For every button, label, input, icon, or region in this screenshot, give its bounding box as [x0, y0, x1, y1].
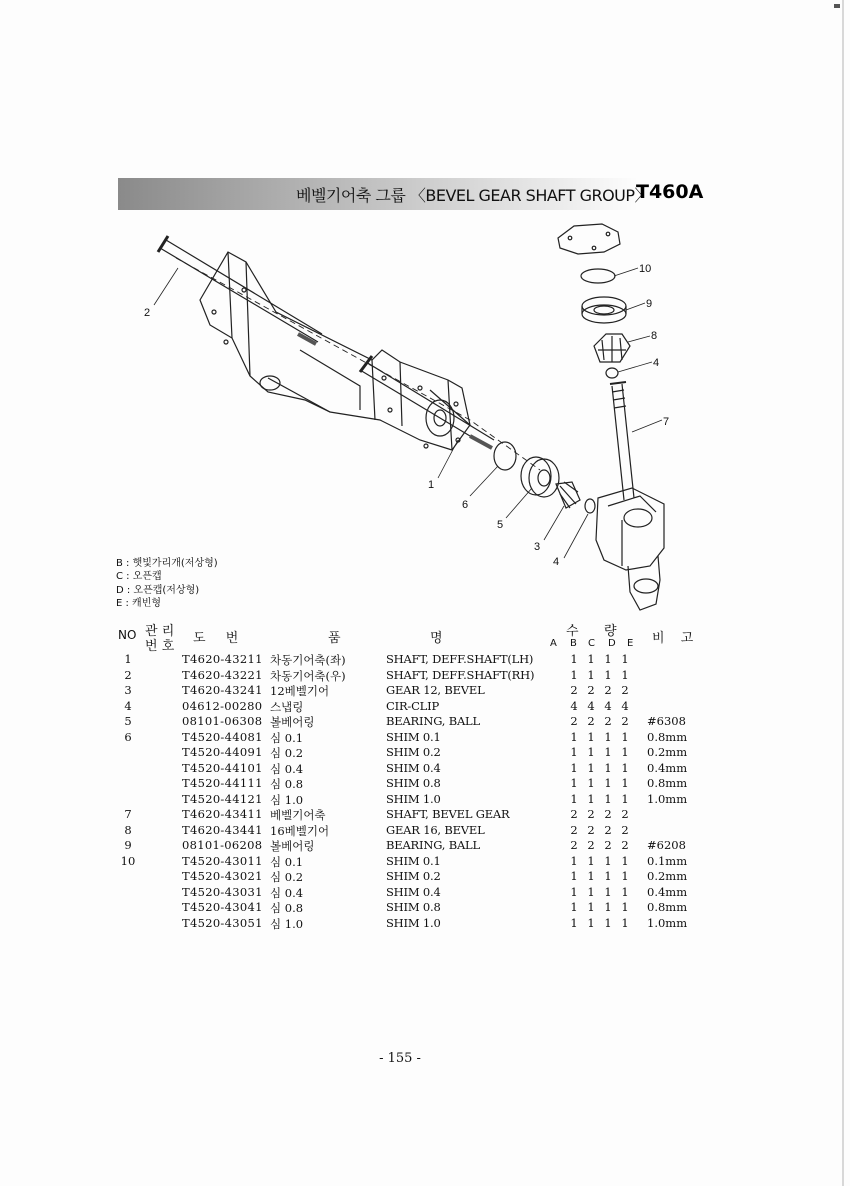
callout-10: 10 [639, 263, 652, 275]
cell-part-number: T4620-43411 [182, 807, 263, 821]
cell-qty: 4 [604, 698, 612, 713]
header-col-c: C [588, 638, 595, 649]
cell-name-korean: 심 0.8 [270, 901, 304, 915]
cell-part-number: T4520-43031 [182, 884, 263, 899]
cell-qty: 4 [587, 698, 595, 713]
table-row [0, 823, 850, 839]
cell-qty: 2 [604, 714, 612, 728]
cell-qty: 2 [604, 683, 612, 697]
cell-no: 3 [124, 683, 132, 697]
cell-name-english: SHIM 0.2 [386, 869, 441, 883]
cell-remark: 0.4mm [647, 760, 688, 775]
model-code: T460A [636, 181, 704, 203]
cell-qty: 1 [587, 745, 595, 759]
legend-item: B : 햇빛가리개(저상형) [116, 558, 218, 569]
cell-name-korean: 심 1.0 [270, 916, 304, 931]
page-title: 베벨기어축 그룹 〈BEVEL GEAR SHAFT GROUP〉 [296, 186, 651, 205]
shaft-left [158, 236, 322, 344]
cell-qty: 1 [570, 853, 578, 868]
bevel-gear-3 [556, 482, 580, 508]
cell-qty: 2 [570, 683, 578, 697]
cell-qty: 2 [621, 714, 629, 728]
cell-part-number: T4520-44081 [182, 729, 263, 744]
cell-qty: 1 [621, 760, 629, 775]
cell-remark: 0.4mm [647, 884, 688, 899]
cell-name-english: SHAFT, DEFF.SHAFT(LH) [386, 652, 534, 666]
cell-name-korean: 볼베어링 [270, 839, 315, 853]
cell-qty: 1 [587, 869, 595, 883]
cell-qty: 2 [621, 683, 629, 697]
cell-qty: 2 [621, 807, 629, 821]
cell-qty: 1 [570, 776, 578, 790]
cell-part-number: T4620-43241 [182, 683, 263, 697]
cell-remark: 0.1mm [647, 853, 688, 868]
cell-name-english: SHIM 0.1 [386, 729, 441, 744]
cell-name-korean: 심 0.1 [270, 854, 304, 869]
cell-qty: 1 [604, 667, 612, 682]
cell-qty: 1 [570, 745, 578, 759]
page-number: - 155 - [379, 1051, 421, 1066]
cell-qty: 1 [621, 745, 629, 759]
cell-remark: #6208 [647, 838, 686, 852]
cell-qty: 2 [587, 838, 595, 852]
cell-qty: 1 [604, 760, 612, 775]
cell-name-korean: 차동기어축(좌) [270, 653, 346, 667]
cell-name-korean: 심 1.0 [270, 792, 304, 807]
cell-name-korean: 12베벨기어 [270, 684, 330, 698]
cell-qty: 1 [621, 853, 629, 868]
table-row [0, 916, 850, 932]
cell-name-english: BEARING, BALL [386, 714, 480, 728]
cell-qty: 1 [587, 667, 595, 682]
page-corner-mark [834, 4, 840, 8]
cell-qty: 1 [621, 776, 629, 790]
cell-qty: 2 [570, 807, 578, 821]
cell-no: 8 [124, 822, 132, 837]
bevel-gear-8 [594, 334, 630, 362]
cell-part-number: T4520-44101 [182, 760, 263, 775]
table-row [0, 714, 850, 730]
bearing-9 [582, 297, 626, 323]
cell-qty: 1 [621, 884, 629, 899]
cell-qty: 2 [587, 683, 595, 697]
callout-8: 8 [651, 330, 658, 342]
cell-remark: 0.8mm [647, 776, 688, 790]
cell-remark: 1.0mm [647, 791, 688, 806]
header-name-part2: 명 [430, 631, 443, 646]
legend-item: C : 오픈캡 [116, 571, 162, 583]
table-row [0, 885, 850, 901]
cell-qty: 1 [587, 915, 595, 930]
table-row [0, 699, 850, 715]
header-mgmt-bottom: 번 호 [145, 639, 175, 654]
cell-qty: 1 [621, 667, 629, 682]
callout-2: 2 [144, 307, 151, 319]
cell-part-number: 04612-00280 [182, 698, 263, 713]
cell-qty: 1 [587, 760, 595, 775]
cell-no: 7 [124, 807, 132, 821]
cell-qty: 1 [587, 853, 595, 868]
circlip-upper [606, 368, 618, 378]
header-col-d: D [608, 638, 616, 649]
cell-part-number: T4520-44121 [182, 791, 263, 806]
cell-qty: 1 [621, 791, 629, 806]
cell-qty: 1 [587, 729, 595, 744]
cell-remark: 0.2mm [647, 745, 688, 759]
table-row [0, 838, 850, 854]
table-row [0, 900, 850, 916]
cell-name-english: SHAFT, BEVEL GEAR [386, 807, 510, 821]
cell-name-korean: 베벨기어축 [270, 808, 326, 822]
cell-name-english: SHIM 0.1 [386, 853, 441, 868]
cell-qty: 1 [570, 760, 578, 775]
cell-qty: 1 [587, 900, 595, 914]
cell-name-english: SHIM 0.8 [386, 900, 441, 914]
cell-qty: 1 [587, 884, 595, 899]
cell-qty: 1 [604, 853, 612, 868]
cell-qty: 1 [604, 915, 612, 930]
cell-part-number: T4520-43011 [182, 853, 263, 868]
callout-1: 1 [428, 479, 435, 491]
cell-qty: 1 [621, 900, 629, 914]
cell-name-english: GEAR 16, BEVEL [386, 822, 485, 837]
parts-table [0, 652, 850, 931]
bevel-gear-case [596, 488, 664, 610]
cell-qty: 2 [604, 807, 612, 821]
header-qty-part1: 수 [566, 624, 579, 639]
cell-qty: 1 [604, 791, 612, 806]
cell-remark: 0.8mm [647, 729, 688, 744]
cell-part-number: T4620-43211 [182, 652, 263, 666]
header-drawing-no: 도 번 [193, 631, 247, 646]
cell-name-english: BEARING, BALL [386, 838, 480, 852]
cell-part-number: 08101-06208 [182, 838, 263, 852]
cell-qty: 1 [570, 869, 578, 883]
cell-qty: 1 [570, 915, 578, 930]
cell-name-english: SHIM 1.0 [386, 791, 441, 806]
table-row [0, 869, 850, 885]
cell-qty: 1 [604, 869, 612, 883]
table-row [0, 683, 850, 699]
cell-qty: 1 [587, 652, 595, 666]
table-row [0, 652, 850, 668]
cell-qty: 2 [587, 822, 595, 837]
bevel-gear-shaft-7 [610, 382, 634, 500]
cell-qty: 1 [570, 652, 578, 666]
cell-name-english: GEAR 12, BEVEL [386, 683, 485, 697]
shim-ring-10 [581, 269, 615, 283]
cell-name-english: SHIM 0.4 [386, 760, 441, 775]
cell-qty: 2 [621, 822, 629, 837]
cell-name-korean: 스냅링 [270, 699, 304, 714]
cell-name-korean: 심 0.2 [270, 870, 304, 884]
top-cover [558, 224, 620, 254]
cell-name-korean: 심 0.8 [270, 777, 304, 791]
cell-part-number: T4520-43051 [182, 915, 263, 930]
cell-qty: 1 [604, 776, 612, 790]
axle-housing [200, 252, 470, 450]
cell-no: 2 [124, 667, 132, 682]
cell-name-korean: 심 0.4 [270, 761, 304, 776]
cell-qty: 1 [604, 652, 612, 666]
table-row [0, 730, 850, 746]
header-no: NO [118, 628, 137, 642]
cell-qty: 2 [587, 807, 595, 821]
cell-name-english: SHAFT, DEFF.SHAFT(RH) [386, 667, 535, 682]
cell-qty: 1 [587, 791, 595, 806]
cell-qty: 2 [570, 714, 578, 728]
cell-qty: 1 [570, 884, 578, 899]
cell-name-english: SHIM 0.4 [386, 884, 441, 899]
callout-9: 9 [646, 298, 653, 310]
cell-name-english: CIR-CLIP [386, 698, 440, 713]
cell-qty: 1 [570, 791, 578, 806]
callout-4-upper: 4 [653, 357, 660, 369]
table-row [0, 668, 850, 684]
table-row [0, 807, 850, 823]
legend-item: D : 오픈캡(저상형) [116, 584, 200, 596]
cell-name-english: SHIM 1.0 [386, 915, 441, 930]
cell-qty: 2 [621, 838, 629, 852]
header-name-part1: 품 [328, 631, 341, 646]
cell-remark: #6308 [647, 714, 686, 728]
cell-part-number: T4520-43041 [182, 900, 263, 914]
table-row [0, 745, 850, 761]
cell-no: 9 [124, 838, 132, 852]
cell-qty: 1 [587, 776, 595, 790]
cell-name-korean: 볼베어링 [270, 715, 315, 729]
cell-name-korean: 차동기어축(우) [270, 668, 346, 683]
cell-qty: 2 [604, 822, 612, 837]
cell-part-number: T4520-44091 [182, 745, 263, 759]
cell-qty: 1 [570, 667, 578, 682]
cell-qty: 1 [604, 900, 612, 914]
table-row [0, 761, 850, 777]
cell-qty: 2 [570, 838, 578, 852]
cell-qty: 2 [604, 838, 612, 852]
cell-remark: 0.2mm [647, 869, 688, 883]
cell-qty: 1 [604, 745, 612, 759]
cell-qty: 1 [621, 652, 629, 666]
callout-6: 6 [462, 499, 469, 511]
cell-no: 5 [124, 714, 132, 728]
cell-name-korean: 심 0.4 [270, 885, 304, 900]
cell-qty: 1 [621, 869, 629, 883]
cell-no: 4 [124, 698, 132, 713]
cell-qty: 1 [570, 729, 578, 744]
cell-part-number: 08101-06308 [182, 714, 263, 728]
cell-remark: 0.8mm [647, 900, 688, 914]
header-remarks: 비 고 [652, 631, 700, 646]
cell-remark: 1.0mm [647, 915, 688, 930]
cell-name-english: SHIM 0.2 [386, 745, 441, 759]
callout-7: 7 [663, 416, 670, 428]
cell-no: 1 [124, 652, 132, 666]
header-qty-part2: 량 [604, 624, 617, 639]
shaft-right [360, 356, 494, 448]
legend-item: E : 캐빈형 [116, 597, 162, 609]
cell-qty: 2 [570, 822, 578, 837]
cell-qty: 1 [621, 729, 629, 744]
header-col-a: A [550, 638, 557, 649]
circlip-lower [585, 499, 595, 513]
cell-name-korean: 16베벨기어 [270, 823, 330, 838]
cell-qty: 1 [604, 884, 612, 899]
cell-part-number: T4620-43441 [182, 822, 263, 837]
table-row [0, 792, 850, 808]
cell-no: 6 [124, 729, 132, 744]
cell-no: 10 [120, 853, 136, 868]
legend [116, 557, 218, 610]
cell-qty: 1 [570, 900, 578, 914]
cell-part-number: T4520-44111 [182, 776, 263, 790]
shim-ring [494, 442, 516, 470]
table-row [0, 776, 850, 792]
header-col-e: E [627, 638, 634, 649]
cell-name-english: SHIM 0.8 [386, 776, 441, 790]
cell-qty: 4 [570, 698, 578, 713]
callout-4-lower: 4 [553, 556, 560, 568]
callout-3: 3 [534, 541, 541, 553]
cell-part-number: T4620-43221 [182, 667, 263, 682]
callout-5: 5 [497, 519, 504, 531]
cell-qty: 1 [604, 729, 612, 744]
table-row [0, 854, 850, 870]
cell-part-number: T4520-43021 [182, 869, 263, 883]
cell-qty: 2 [587, 714, 595, 728]
bearing-5 [521, 457, 559, 497]
header-mgmt-top: 관 리 [145, 624, 175, 639]
cell-qty: 4 [621, 698, 629, 713]
header-col-b: B [570, 638, 577, 649]
cell-name-korean: 심 0.2 [270, 746, 304, 760]
cell-name-korean: 심 0.1 [270, 730, 304, 745]
cell-qty: 1 [621, 915, 629, 930]
